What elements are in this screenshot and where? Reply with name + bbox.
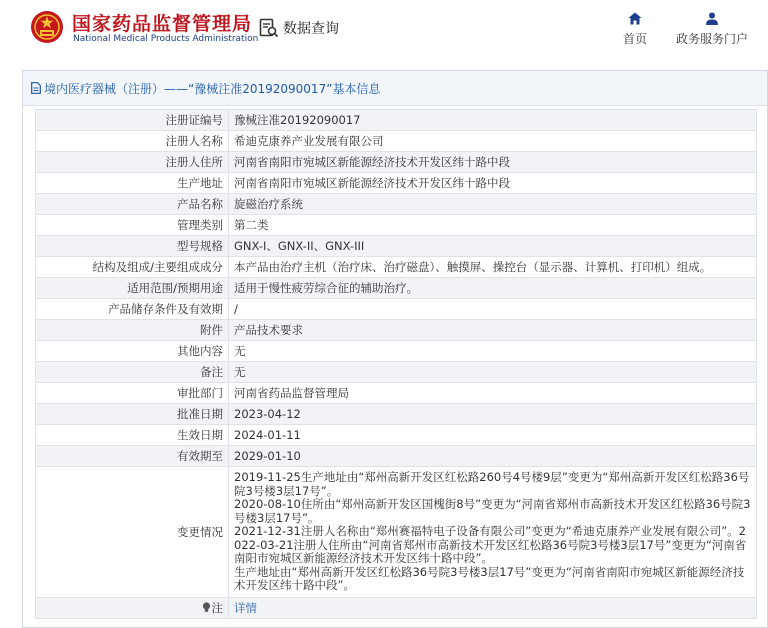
row-value: 产品技术要求 bbox=[229, 320, 757, 341]
row-label: 生效日期 bbox=[36, 425, 229, 446]
change-entry: 2020-08-10住所由“郑州高新开发区国槐街8号”变更为“河南省郑州市高新技术开发区红松路36号院3号楼3层17号”。 bbox=[234, 497, 751, 525]
document-icon bbox=[31, 82, 41, 94]
table-row bbox=[36, 383, 757, 404]
home-icon bbox=[628, 12, 642, 25]
row-value: 2029-01-10 bbox=[229, 446, 757, 467]
change-entry: 2021-12-31注册人名称由“郑州赛福特电子设备有限公司”变更为“希迪克康养产业发展有限公司”。2022-03-21注册人住所由“河南省郑州市高新技术开发区红松路36号院3号楼3层17号”变更为“河南省南阳市宛城区新能源经济技术开发区纬十路中段”。 bbox=[234, 524, 747, 565]
row-value: 河南省药品监督管理局 bbox=[229, 383, 757, 404]
row-label: 型号规格 bbox=[36, 236, 229, 257]
table-row bbox=[36, 362, 757, 383]
data-query-label: 数据查询 bbox=[283, 21, 339, 37]
row-value: 适用于慢性疲劳综合征的辅助治疗。 bbox=[229, 278, 757, 299]
row-label: 注册人名称 bbox=[36, 131, 229, 152]
row-value: 无 bbox=[229, 362, 757, 383]
row-label: 注册证编号 bbox=[36, 110, 229, 131]
row-label: 注册人住所 bbox=[36, 152, 229, 173]
lightbulb-icon bbox=[202, 602, 211, 613]
row-label: 产品储存条件及有效期 bbox=[36, 299, 229, 320]
row-value: 旋磁治疗系统 bbox=[229, 194, 757, 215]
data-query-link[interactable] bbox=[259, 16, 339, 40]
row-label: 有效期至 bbox=[36, 446, 229, 467]
table-row bbox=[36, 110, 757, 131]
row-label: 审批部门 bbox=[36, 383, 229, 404]
site-header bbox=[0, 0, 768, 66]
row-label: 结构及组成/主要组成成分 bbox=[36, 257, 229, 278]
row-label: 备注 bbox=[36, 362, 229, 383]
nav-service-portal-label: 政务服务门户 bbox=[675, 32, 748, 46]
table-row bbox=[36, 257, 757, 278]
row-label: 附件 bbox=[36, 320, 229, 341]
table-row bbox=[36, 299, 757, 320]
note-label: 注 bbox=[211, 600, 223, 615]
row-value: GNX-I、GNX-II、GNX-III bbox=[229, 236, 757, 257]
row-label: 产品名称 bbox=[36, 194, 229, 215]
nav-home-label: 首页 bbox=[622, 32, 647, 46]
registration-info-table bbox=[35, 109, 757, 619]
row-label: 其他内容 bbox=[36, 341, 229, 362]
row-value: 第二类 bbox=[229, 215, 757, 236]
table-row-note bbox=[36, 597, 757, 618]
row-label: 批准日期 bbox=[36, 404, 229, 425]
table-row bbox=[36, 425, 757, 446]
table-row-change-history bbox=[36, 467, 757, 598]
device-info-card bbox=[22, 70, 768, 628]
table-row bbox=[36, 215, 757, 236]
data-search-icon bbox=[259, 18, 279, 38]
site-name-english: National Medical Products Administration bbox=[73, 34, 259, 44]
table-row bbox=[36, 131, 757, 152]
site-name[interactable]: 国家药品监督管理局 bbox=[72, 13, 253, 35]
change-entry: 2019-11-25生产地址由“郑州高新开发区红松路260号4号楼9层”变更为“郑州高新开发区红松路36号院3号楼3层17号”。 bbox=[234, 470, 750, 498]
table-row bbox=[36, 194, 757, 215]
table-row bbox=[36, 236, 757, 257]
table-row bbox=[36, 152, 757, 173]
details-link[interactable]: 详情 bbox=[234, 600, 257, 615]
row-value: 河南省南阳市宛城区新能源经济技术开发区纬十路中段 bbox=[229, 173, 757, 194]
row-value: 希迪克康养产业发展有限公司 bbox=[229, 131, 757, 152]
table-row bbox=[36, 341, 757, 362]
user-icon bbox=[705, 12, 719, 25]
row-label: 适用范围/预期用途 bbox=[36, 278, 229, 299]
note-value bbox=[229, 597, 757, 618]
row-value: 河南省南阳市宛城区新能源经济技术开发区纬十路中段 bbox=[229, 152, 757, 173]
nav-home[interactable] bbox=[618, 12, 652, 47]
breadcrumb bbox=[23, 71, 767, 106]
change-entry: 生产地址由“郑州高新开发区红松路36号院3号楼3层17号”变更为“河南省南阳市宛城区新能源经济技术开发区纬十路中段”。 bbox=[234, 564, 745, 592]
row-value: 豫械注准20192090017 bbox=[229, 110, 757, 131]
table-row bbox=[36, 278, 757, 299]
row-label: 管理类别 bbox=[36, 215, 229, 236]
row-label: 变更情况 bbox=[36, 467, 229, 598]
row-value: / bbox=[229, 299, 757, 320]
table-row bbox=[36, 173, 757, 194]
table-row bbox=[36, 404, 757, 425]
change-history bbox=[229, 467, 757, 598]
nav-service-portal[interactable] bbox=[672, 12, 752, 47]
table-row bbox=[36, 446, 757, 467]
row-value: 2024-01-11 bbox=[229, 425, 757, 446]
row-value: 本产品由治疗主机（治疗床、治疗磁盘）、触摸屏、操控台（显示器、计算机、打印机）组成。 bbox=[229, 257, 757, 278]
table-row bbox=[36, 320, 757, 341]
row-value: 无 bbox=[229, 341, 757, 362]
row-label: 生产地址 bbox=[36, 173, 229, 194]
note-label-cell bbox=[36, 597, 229, 618]
national-emblem-icon bbox=[30, 10, 64, 44]
breadcrumb-text: 境内医疗器械（注册）——“豫械注准20192090017”基本信息 bbox=[44, 81, 381, 96]
row-value: 2023-04-12 bbox=[229, 404, 757, 425]
